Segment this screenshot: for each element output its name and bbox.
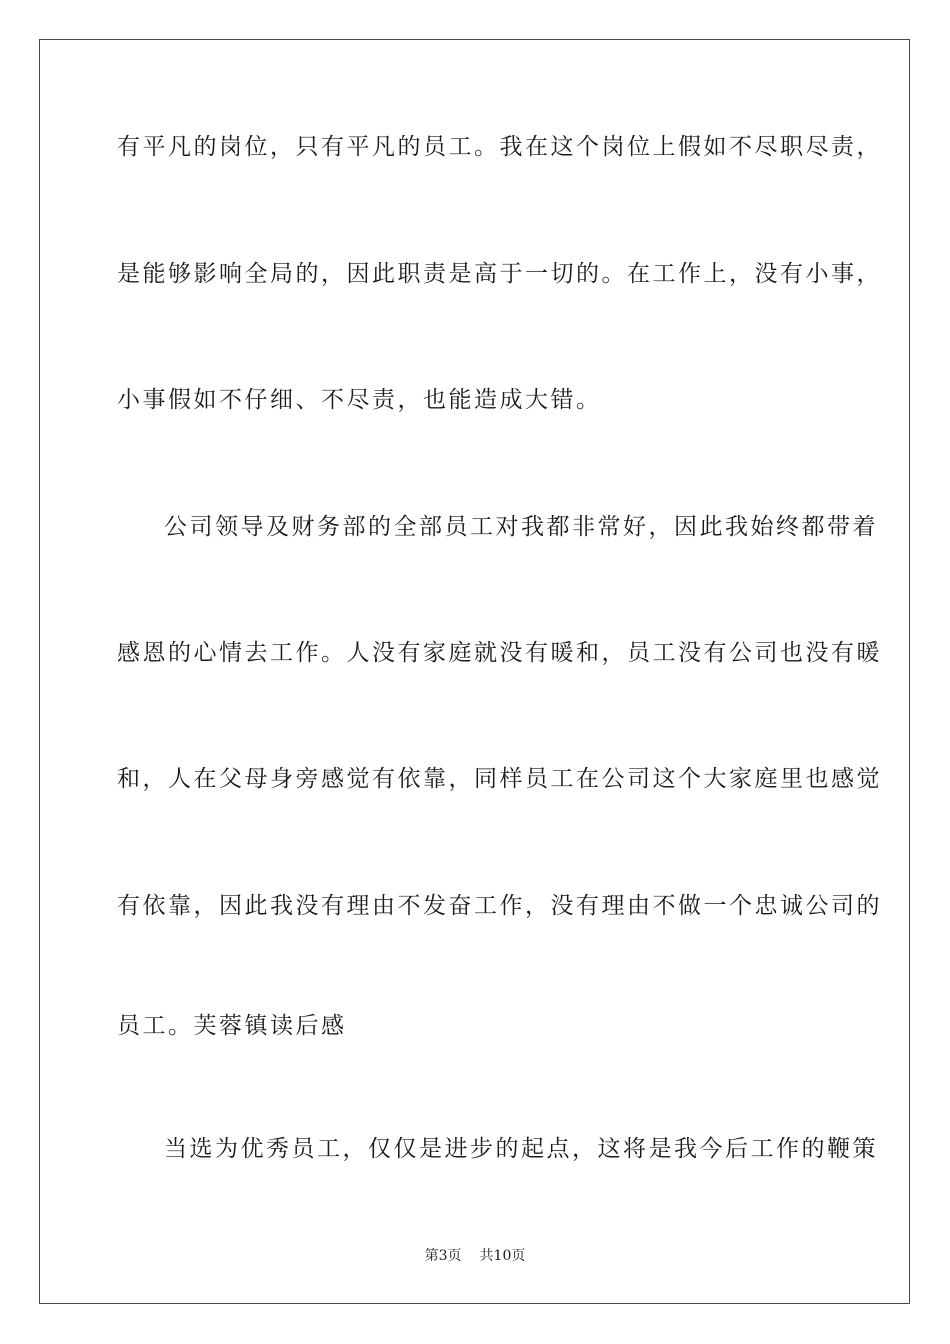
page-number: 第3页	[424, 1248, 462, 1264]
text-line-paragraph-start: 当选为优秀员工，仅仅是进步的起点，这将是我今后工作的鞭策	[164, 1136, 878, 1162]
page-total: 共10页	[479, 1248, 526, 1264]
text-line: 员工。芙蓉镇读后感	[117, 1013, 347, 1039]
text-line: 感恩的心情去工作。人没有家庭就没有暖和，员工没有公司也没有暖	[117, 640, 882, 666]
text-line: 和，人在父母身旁感觉有依靠，同样员工在公司这个大家庭里也感觉	[117, 766, 882, 792]
page-footer	[0, 1246, 950, 1266]
text-line: 有依靠，因此我没有理由不发奋工作，没有理由不做一个忠诚公司的	[117, 893, 882, 919]
text-line: 有平凡的岗位，只有平凡的员工。我在这个岗位上假如不尽职尽责，	[117, 134, 882, 160]
page-border	[39, 39, 910, 1304]
text-line-paragraph-start: 公司领导及财务部的全部员工对我都非常好，因此我始终都带着	[164, 514, 878, 540]
text-line: 小事假如不仔细、不尽责，也能造成大错。	[117, 387, 602, 413]
text-line: 是能够影响全局的，因此职责是高于一切的。在工作上，没有小事，	[117, 261, 882, 287]
